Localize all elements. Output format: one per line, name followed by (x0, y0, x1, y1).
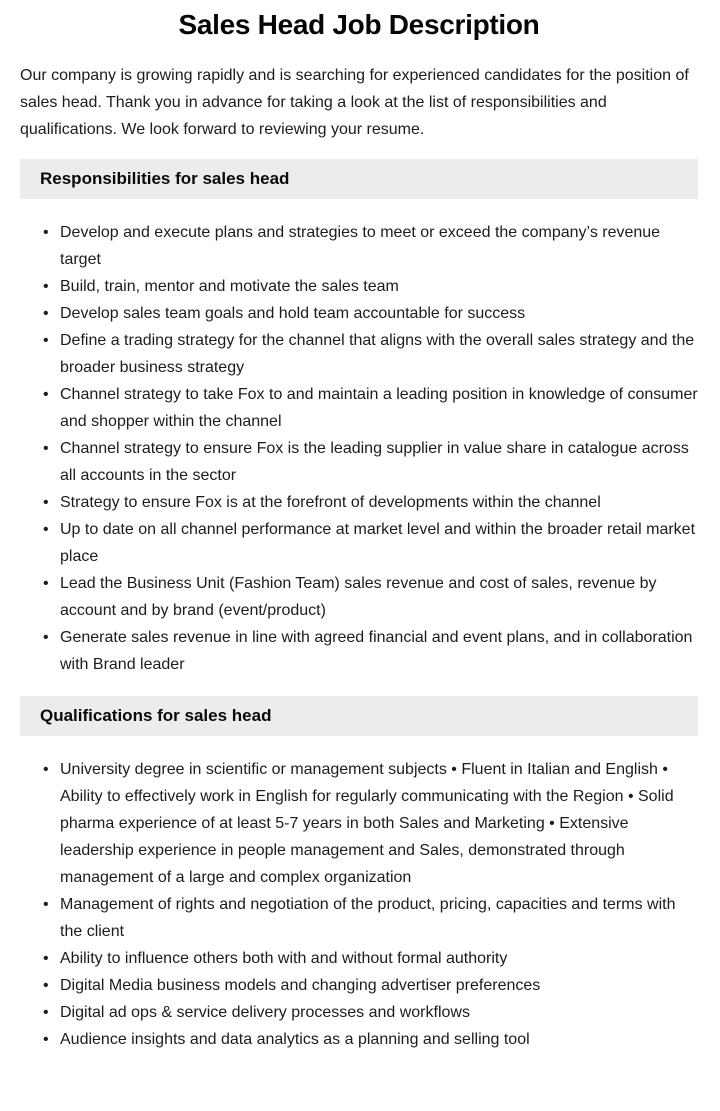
list-item: • University degree in scientific or management subjects • Fluent in Italian and English • Ability to effectively work in English for regularly communicating with the Region • Solid pharma experience of at least 5-7 years in both Sales and Marketing • Extensive leadership experience in people management and Sales, demonstrated through management of a large and complex organization (60, 756, 698, 891)
qualifications-list (20, 756, 698, 1053)
list-item: • Generate sales revenue in line with agreed financial and event plans, and in collaboration with Brand leader (60, 624, 698, 678)
list-item: • Management of rights and negotiation of the product, pricing, capacities and terms with the client (60, 891, 698, 945)
list-item: • Build, train, mentor and motivate the sales team (60, 273, 698, 300)
list-item: • Ability to influence others both with and without formal authority (60, 945, 698, 972)
list-item: • Strategy to ensure Fox is at the forefront of developments within the channel (60, 489, 698, 516)
responsibilities-list (20, 219, 698, 678)
list-item: • Channel strategy to ensure Fox is the leading supplier in value share in catalogue across all accounts in the sector (60, 435, 698, 489)
intro-paragraph: Our company is growing rapidly and is searching for experienced candidates for the position of sales head. Thank you in advance for taking a look at the list of responsibilities and qualifications. We look forward to reviewing your resume. (20, 67, 689, 138)
list-item: • Lead the Business Unit (Fashion Team) sales revenue and cost of sales, revenue by account and by brand (event/product) (60, 570, 698, 624)
section-responsibilities (20, 159, 698, 678)
responsibilities-heading: Responsibilities for sales head (20, 159, 698, 199)
list-item: • Develop and execute plans and strategies to meet or exceed the company’s revenue target (60, 219, 698, 273)
list-item: • Up to date on all channel performance at market level and within the broader retail market place (60, 516, 698, 570)
list-item: • Define a trading strategy for the channel that aligns with the overall sales strategy and the broader business strategy (60, 327, 698, 381)
list-item: • Digital ad ops & service delivery processes and workflows (60, 999, 698, 1026)
section-qualifications (20, 696, 698, 1053)
list-item: • Develop sales team goals and hold team accountable for success (60, 300, 698, 327)
list-item: • Channel strategy to take Fox to and maintain a leading position in knowledge of consumer and shopper within the channel (60, 381, 698, 435)
list-item: • Audience insights and data analytics as a planning and selling tool (60, 1026, 698, 1053)
list-item: • Digital Media business models and changing advertiser preferences (60, 972, 698, 999)
qualifications-heading: Qualifications for sales head (20, 696, 698, 736)
page-title: Sales Head Job Description (178, 9, 540, 40)
